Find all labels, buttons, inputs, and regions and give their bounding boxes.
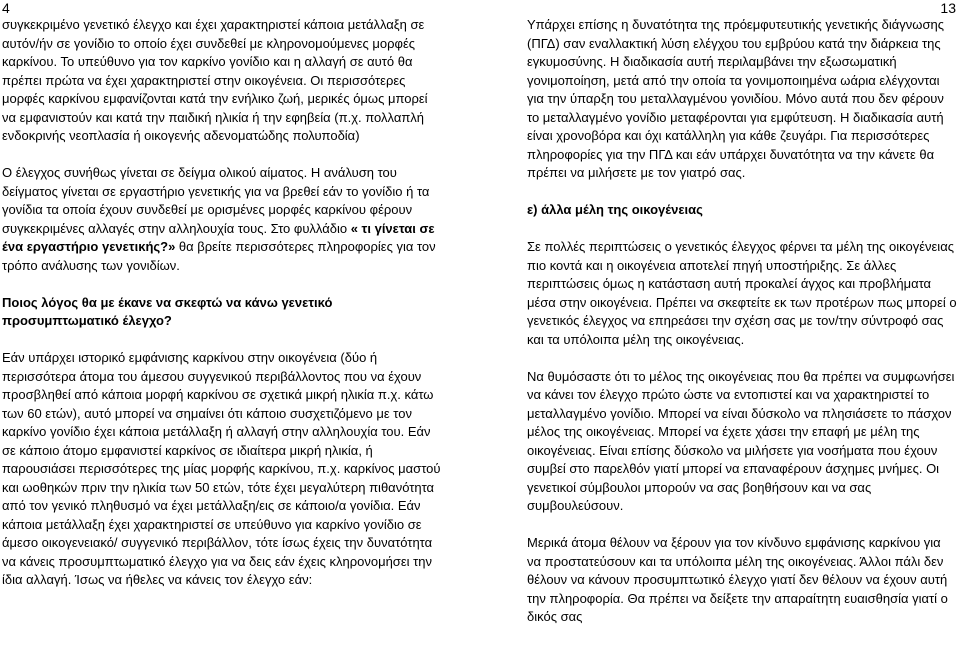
right-paragraph-1: Υπάρχει επίσης η δυνατότητα της πρόεμφυτευτικής γενετικής διάγνωσης (ΠΓΔ) σαν εναλλακτική λύση ελέγχου του εμβρύου κατά την διάρκεια της εγκυμοσύνης. Η διαδικασία αυτή περιλαμβάνει την εξωσωματική γονιμοποίηση, μετά από την οποία τα γονιμοποιημένα ωάρια ελέγχονται για την ύπαρξη του μεταλλαγμένου γονιδίου. Μόνο αυτά που δεν φέρουν το μεταλλαγμένο γονίδιο μεταφέρονται για εμφύτευση. Η διαδικασία αυτή είναι χρονοβόρα και όχι κατάλληλη για κάθε ζευγάρι. Για περισσότερες πληροφορίες για την ΠΓΔ και εάν υπάρχει δυνατότητα να την κάνετε θα πρέπει να μιλήσετε με τον γιατρό σας. bbox=[527, 17, 944, 180]
leaflet-title: « τι γίνεται σε ένα εργαστήριο γενετικής?» bbox=[2, 220, 435, 254]
subsection-heading: ε) άλλα μέλη της οικογένειας bbox=[527, 202, 703, 217]
left-paragraph-2-start: Ο έλεγχος συνήθως γίνεται σε δείγμα ολικού αίματος. Η ανάλυση του δείγματος γίνεται σε εργαστήριο γενετικής για να βρεθεί εάν το γονίδιο ή τα γονίδια τα οποία έχουν συνδεθεί με ορισμένες μορφές καρκίνου φέρουν συγκεκριμένες αλλαγές στην αλληλουχία τους. Στο φυλλάδιο bbox=[2, 165, 430, 236]
right-paragraph-4: Μερικά άτομα θέλουν να ξέρουν για τον κίνδυνο εμφάνισης καρκίνου για να προστατεύσουν και τα υπόλοιπα μέλη της οικογένειας. Άλλοι πάλι δεν θέλουν να κάνουν προσυμπτωτικό έλεγχο γιατί δεν θέλουν να έχουν αυτή την πληροφορία. Θα πρέπει να δείξετε την απαραίτητη ευαισθησία γιατί ο δικός σας bbox=[527, 535, 948, 624]
right-column bbox=[527, 16, 957, 627]
page-number-left: 4 bbox=[2, 0, 10, 16]
spacer bbox=[2, 331, 442, 350]
left-paragraph-2-end: θα βρείτε περισσότερες πληροφορίες για τον τρόπο ανάλυσης των γονιδίων. bbox=[2, 239, 436, 273]
right-paragraph-3: Να θυμόσαστε ότι το μέλος της οικογένειας που θα πρέπει να συμφωνήσει να κάνει τον έλεγχο πρώτο ώστε να εντοπιστεί και να χαρακτηριστεί το μεταλλαγμένο γονίδιο. Μπορεί να είναι δύσκολο να πλησιάσετε το πάσχον μέλος της οικογένειας. Μπορεί να έχετε χάσει την επαφή με μέλη της οικογένειας. Είναι επίσης δύσκολο να μιλήσετε για νοσήματα που έχουν συμβεί στο παρελθόν γιατί μπορεί να επαναφέρουν άσχημες μνήμες. Οι γενετικοί σύμβουλοι μπορούν να σας βοηθήσουν και να σας συμβουλεύσουν. bbox=[527, 368, 955, 513]
section-heading: Ποιος λόγος θα με έκανε να σκεφτώ να κάνω γενετικό προσυμπτωματικό έλεγχο? bbox=[2, 294, 333, 328]
left-paragraph-3: Εάν υπάρχει ιστορικό εμφάνισης καρκίνου στην οικογένεια (δύο ή περισσότερα άτομα του άμεσου συγγενικού περιβάλλοντος που να έχουν προσβληθεί από κάποια μορφή καρκίνου σε σχετικά μικρή ηλικία π.χ. κάτω των 60 ετών), αυτό μπορεί να σημαίνει ότι κάποιο συσχετιζόμενο με τον καρκίνο γονίδιο έχει κάποια μετάλλαξη ή αλλαγή στην αλληλουχία του. Εάν σε κάποιο άτομο εμφανιστεί καρκίνος σε ιδιαίτερα μικρή ηλικία, ή παρουσιάσει περισσότερες της μίας μορφής καρκίνου, π.χ. καρκίνος μαστού και ωοθηκών πριν την ηλικία των 50 ετών, τότε έχει μεγαλύτερη πιθανότητα από τον γενικό πληθυσμό να έχει μετάλλαξη/εις σε κάποιο/α γονίδια. Εάν κάποια μετάλλαξη έχει χαρακτηριστεί σε υπεύθυνο για καρκίνο γονίδιο σε άμεσο οικογενειακό/ συγγενικό περιβάλλον, τότε ίσως έχεις την δυνατότητα να κάνεις προσυμπτωματικό έλεγχο για να δεις εάν έχεις κληρονομήσει την ίδια αλλαγή. Ίσως να ήθελες να κάνεις τον έλεγχο εάν: bbox=[2, 350, 441, 587]
spacer bbox=[2, 146, 442, 165]
left-paragraph-2 bbox=[2, 164, 442, 275]
spacer bbox=[527, 516, 957, 535]
left-paragraph-1: συγκεκριμένο γενετικό έλεγχο και έχει χαρακτηριστεί κάποια μετάλλαξη σε αυτόν/ήν σε γονίδιο το οποίο έχει συνδεθεί με κληρονομούμενες μορφές καρκίνου. Το υπεύθυνο για τον καρκίνο γονίδιο και η αλλαγή σε αυτό θα πρέπει πρώτα να έχει χαρακτηριστεί στην οικογένεια. Οι περισσότερες μορφές καρκίνου εμφανίζονται κατά την ενήλικο ζωή, μερικές όμως μπορεί να εμφανιστούν και κατά την παιδική ηλικία ή την εφηβεία (π.χ. πολλαπλή ενδοκρινής νεοπλασία ή οικογενής αδενοματώδης πολυποδία) bbox=[2, 17, 428, 143]
left-column bbox=[2, 16, 442, 590]
spacer bbox=[2, 275, 442, 294]
right-paragraph-2: Σε πολλές περιπτώσεις ο γενετικός έλεγχος φέρνει τα μέλη της οικογένειας πιο κοντά και η οικογένεια αποτελεί πηγή υποστήριξης. Σε άλλες περιπτώσεις όμως η κατάσταση αυτή προκαλεί άγχος και προβλήματα μέσα στην οικογένεια. Πρέπει να σκεφτείτε εκ των προτέρων πως μπορεί ο γενετικός έλεγχος να επηρεάσει την σχέση σας με τον/την σύντροφό σας και τα υπόλοιπα μέλη της οικογένειας. bbox=[527, 239, 957, 347]
spacer bbox=[527, 349, 957, 368]
spacer bbox=[527, 183, 957, 202]
spacer bbox=[527, 220, 957, 239]
page-number-right: 13 bbox=[940, 0, 956, 16]
